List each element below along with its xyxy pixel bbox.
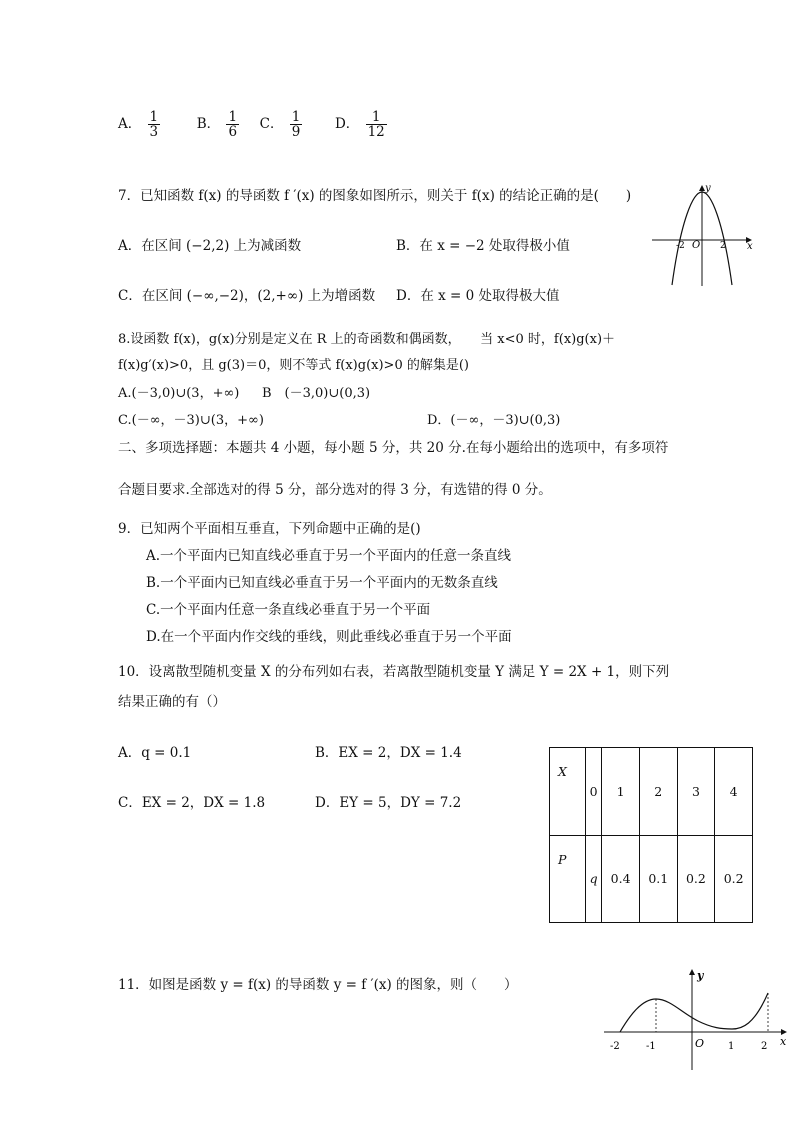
q10-option-c: C．EX = 2，DX = 1.8 bbox=[118, 795, 266, 811]
q10-option-b: B．EX = 2，DX = 1.4 bbox=[315, 745, 462, 761]
q6-option-c-label: C． bbox=[259, 116, 284, 133]
q10-option-d: D．EY = 5，DY = 7.2 bbox=[315, 795, 462, 811]
q8-option-a: A.(－3,0)∪(3，+∞) bbox=[118, 386, 240, 401]
origin-label: O bbox=[695, 1037, 705, 1050]
q6-option-a-fraction bbox=[148, 110, 161, 139]
q9-option-d: D.在一个平面内作交线的垂线，则此垂线必垂直于另一个平面 bbox=[146, 629, 512, 645]
q8-option-d: D．(－∞，－3)∪(0,3) bbox=[427, 413, 561, 428]
frac-numerator: 1 bbox=[228, 109, 238, 125]
frac-denominator: 9 bbox=[291, 124, 301, 141]
q7-derivative-graph bbox=[648, 180, 758, 290]
q6-option-b-fraction bbox=[226, 110, 239, 139]
q9-stem: 9．已知两个平面相互垂直，下列命题中正确的是() bbox=[118, 521, 421, 537]
table-cell: 0.1 bbox=[639, 835, 677, 923]
q8-option-b: B (－3,0)∪(0,3) bbox=[262, 386, 371, 401]
q8-option-c: C.(－∞，－3)∪(3，+∞) bbox=[118, 413, 264, 428]
frac-denominator: 12 bbox=[367, 124, 385, 141]
table-cell: 0.2 bbox=[677, 835, 715, 923]
q6-options bbox=[118, 110, 389, 139]
table-cell: 3 bbox=[677, 748, 715, 836]
table-cell: 0.4 bbox=[602, 835, 640, 923]
y-axis-label: y bbox=[697, 969, 704, 982]
q11-derivative-graph bbox=[600, 965, 790, 1075]
table-cell: 4 bbox=[715, 748, 753, 836]
frac-denominator: 6 bbox=[228, 124, 238, 141]
q10-option-a: A．q = 0.1 bbox=[118, 745, 192, 761]
y-axis-label: y bbox=[705, 183, 711, 194]
q10-stem-line1: 10．设离散型随机变量 X 的分布列如右表，若离散型随机变量 Y 满足 Y = 2X + 1，则下列 bbox=[118, 664, 670, 680]
tick-label-right: 2 bbox=[720, 241, 726, 251]
section-heading-line2: 合题目要求.全部选对的得 5 分，部分选对的得 3 分，有选错的得 0 分。 bbox=[118, 482, 552, 498]
q8-stem-line1: 8.设函数 f(x)，g(x)分别是定义在 R 上的奇函数和偶函数， 当 x<0 时，f(x)g(x)＋ bbox=[118, 332, 616, 347]
q11-stem: 11．如图是函数 y = f(x) 的导函数 y = f ′(x) 的图象，则（ ） bbox=[118, 977, 518, 993]
table-row bbox=[550, 835, 753, 923]
q9-option-a: A.一个平面内已知直线必垂直于另一个平面内的任意一条直线 bbox=[146, 548, 512, 564]
x-axis-label: x bbox=[747, 241, 753, 252]
section-heading-line1: 二、多项选择题：本题共 4 小题，每小题 5 分，共 20 分.在每小题给出的选项中，有多项符 bbox=[118, 440, 669, 456]
frac-numerator: 1 bbox=[149, 109, 159, 125]
derivative-curve bbox=[620, 993, 768, 1032]
table-cell: 1 bbox=[602, 748, 640, 836]
q6-option-b-label: B． bbox=[196, 116, 221, 133]
q7-option-a: A．在区间 (−2,2) 上为减函数 bbox=[118, 238, 302, 254]
q9-option-c: C.一个平面内任意一条直线必垂直于另一个平面 bbox=[146, 602, 431, 618]
table-row-header-p: P bbox=[550, 835, 586, 923]
q7-option-c: C．在区间 (−∞,−2)，(2,+∞) 上为增函数 bbox=[118, 288, 376, 304]
q7-option-d: D．在 x = 0 处取得极大值 bbox=[396, 288, 560, 304]
table-cell: 0 bbox=[586, 748, 602, 836]
q8-stem-line2: f(x)g′(x)>0，且 g(3)＝0，则不等式 f(x)g(x)>0 的解集是() bbox=[118, 358, 469, 373]
tick-label: 2 bbox=[761, 1041, 768, 1052]
q7-option-b: B．在 x = −2 处取得极小值 bbox=[396, 238, 570, 254]
q6-option-a-label: A． bbox=[118, 116, 142, 133]
q10-distribution-table bbox=[549, 747, 753, 923]
q7-stem: 7．已知函数 f(x) 的导函数 f ′(x) 的图象如图所示，则关于 f(x) 的结论正确的是( ) bbox=[118, 188, 632, 204]
table-cell: q bbox=[586, 835, 602, 923]
frac-numerator: 1 bbox=[366, 110, 387, 125]
frac-numerator: 1 bbox=[291, 109, 301, 125]
tick-label-left: -2 bbox=[676, 241, 685, 251]
q10-stem-line2: 结果正确的有（） bbox=[118, 694, 226, 710]
tick-label: -2 bbox=[610, 1041, 620, 1052]
q9-option-b: B.一个平面内已知直线必垂直于另一个平面内的无数条直线 bbox=[146, 575, 498, 591]
table-row bbox=[550, 748, 753, 836]
table-cell: 2 bbox=[639, 748, 677, 836]
origin-label: O bbox=[692, 240, 701, 251]
tick-label: 1 bbox=[728, 1041, 735, 1052]
table-cell: 0.2 bbox=[715, 835, 753, 923]
table-row-header-x: X bbox=[550, 748, 586, 836]
q6-option-d-label: D． bbox=[334, 116, 360, 133]
x-axis-label: x bbox=[780, 1035, 787, 1048]
y-axis-arrow-icon bbox=[689, 969, 695, 975]
tick-label: -1 bbox=[646, 1041, 656, 1052]
q6-option-d-fraction bbox=[366, 110, 387, 139]
q6-option-c-fraction bbox=[290, 110, 303, 139]
frac-denominator: 3 bbox=[149, 124, 159, 141]
